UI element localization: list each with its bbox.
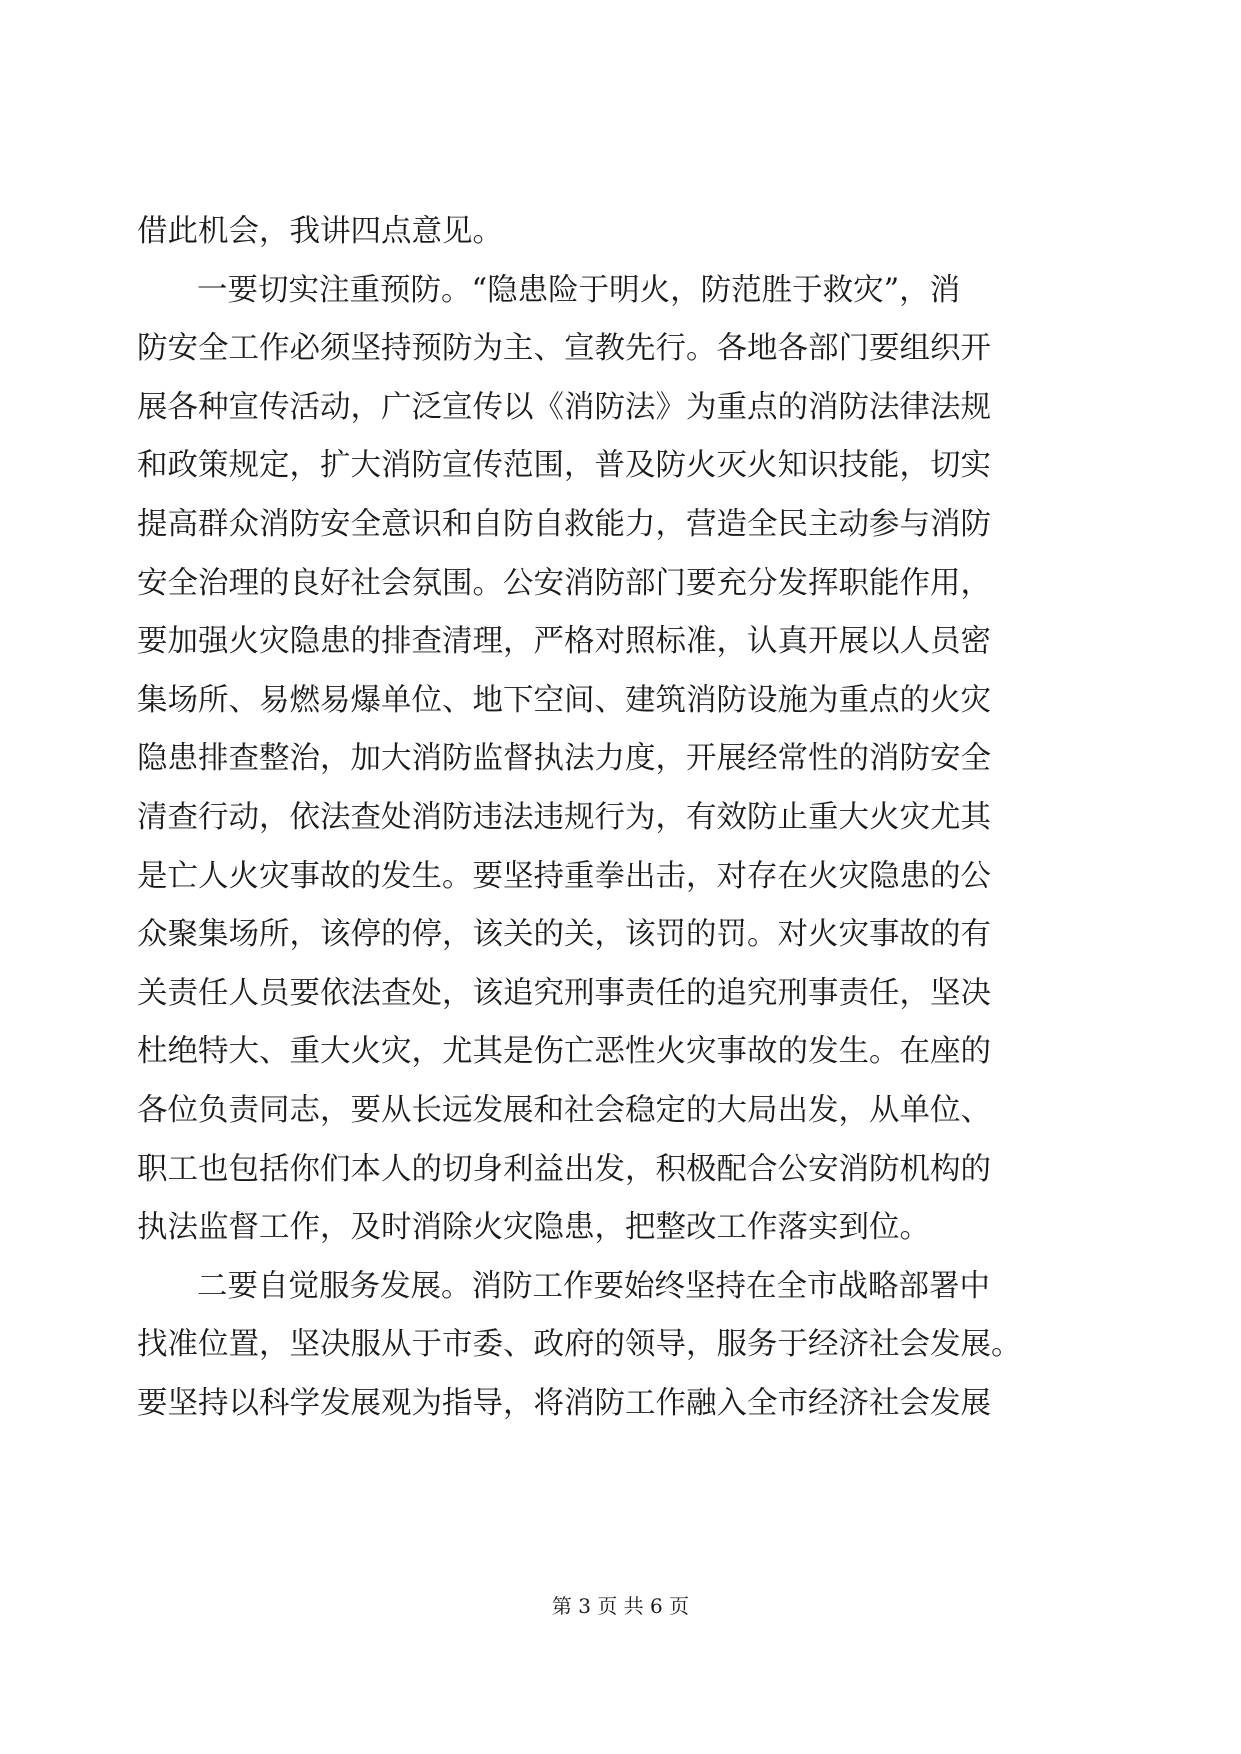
paragraph-start-line: 一要切实注重预防。“隐患险于明火，防范胜于救灾”，消: [197, 272, 961, 308]
text-line: 清查行动，依法查处消防违法违规行为，有效防止重大火灾尤其: [137, 799, 991, 835]
text-line: 隐患排查整治，加大消防监督执法力度，开展经常性的消防安全: [137, 741, 991, 777]
text-line: 展各种宣传活动，广泛宣传以《消防法》为重点的消防法律法规: [137, 389, 991, 425]
text-line: 防安全工作必须坚持预防为主、宣教先行。各地各部门要组织开: [137, 331, 991, 367]
text-line: 借此机会，我讲四点意见。: [137, 214, 503, 249]
page-number-label: 第 3 页 共 6 页: [551, 1594, 690, 1618]
page-footer: [0, 1592, 1241, 1620]
body-text: [137, 203, 1077, 1433]
text-line: 找准位置，坚决服从于市委、政府的领导，服务于经济社会发展。: [137, 1327, 1022, 1363]
text-line: 提高群众消防安全意识和自防自救能力，营造全民主动参与消防: [137, 506, 991, 542]
text-line: 杜绝特大、重大火灾，尤其是伤亡恶性火灾事故的发生。在座的: [137, 1034, 991, 1070]
text-line: 集场所、易燃易爆单位、地下空间、建筑消防设施为重点的火灾: [137, 682, 991, 718]
text-line: 安全治理的良好社会氛围。公安消防部门要充分发挥职能作用，: [137, 565, 991, 601]
text-line: 众聚集场所，该停的停，该关的关，该罚的罚。对火灾事故的有: [137, 917, 991, 953]
text-line: 关责任人员要依法查处，该追究刑事责任的追究刑事责任，坚决: [137, 975, 991, 1011]
text-line: 要加强火灾隐患的排查清理，严格对照标准，认真开展以人员密: [137, 624, 991, 660]
text-line: 职工也包括你们本人的切身利益出发，积极配合公安消防机构的: [137, 1151, 991, 1187]
paragraph-start-line: 二要自觉服务发展。消防工作要始终坚持在全市战略部署中: [197, 1268, 990, 1304]
text-line: 执法监督工作，及时消除火灾隐患，把整改工作落实到位。: [137, 1210, 930, 1246]
text-line: 要坚持以科学发展观为指导，将消防工作融入全市经济社会发展: [137, 1385, 991, 1421]
text-line: 和政策规定，扩大消防宣传范围，普及防火灭火知识技能，切实: [137, 448, 991, 484]
text-line: 各位负责同志，要从长远发展和社会稳定的大局出发，从单位、: [137, 1092, 991, 1128]
text-line: 是亡人火灾事故的发生。要坚持重拳出击，对存在火灾隐患的公: [137, 858, 991, 894]
